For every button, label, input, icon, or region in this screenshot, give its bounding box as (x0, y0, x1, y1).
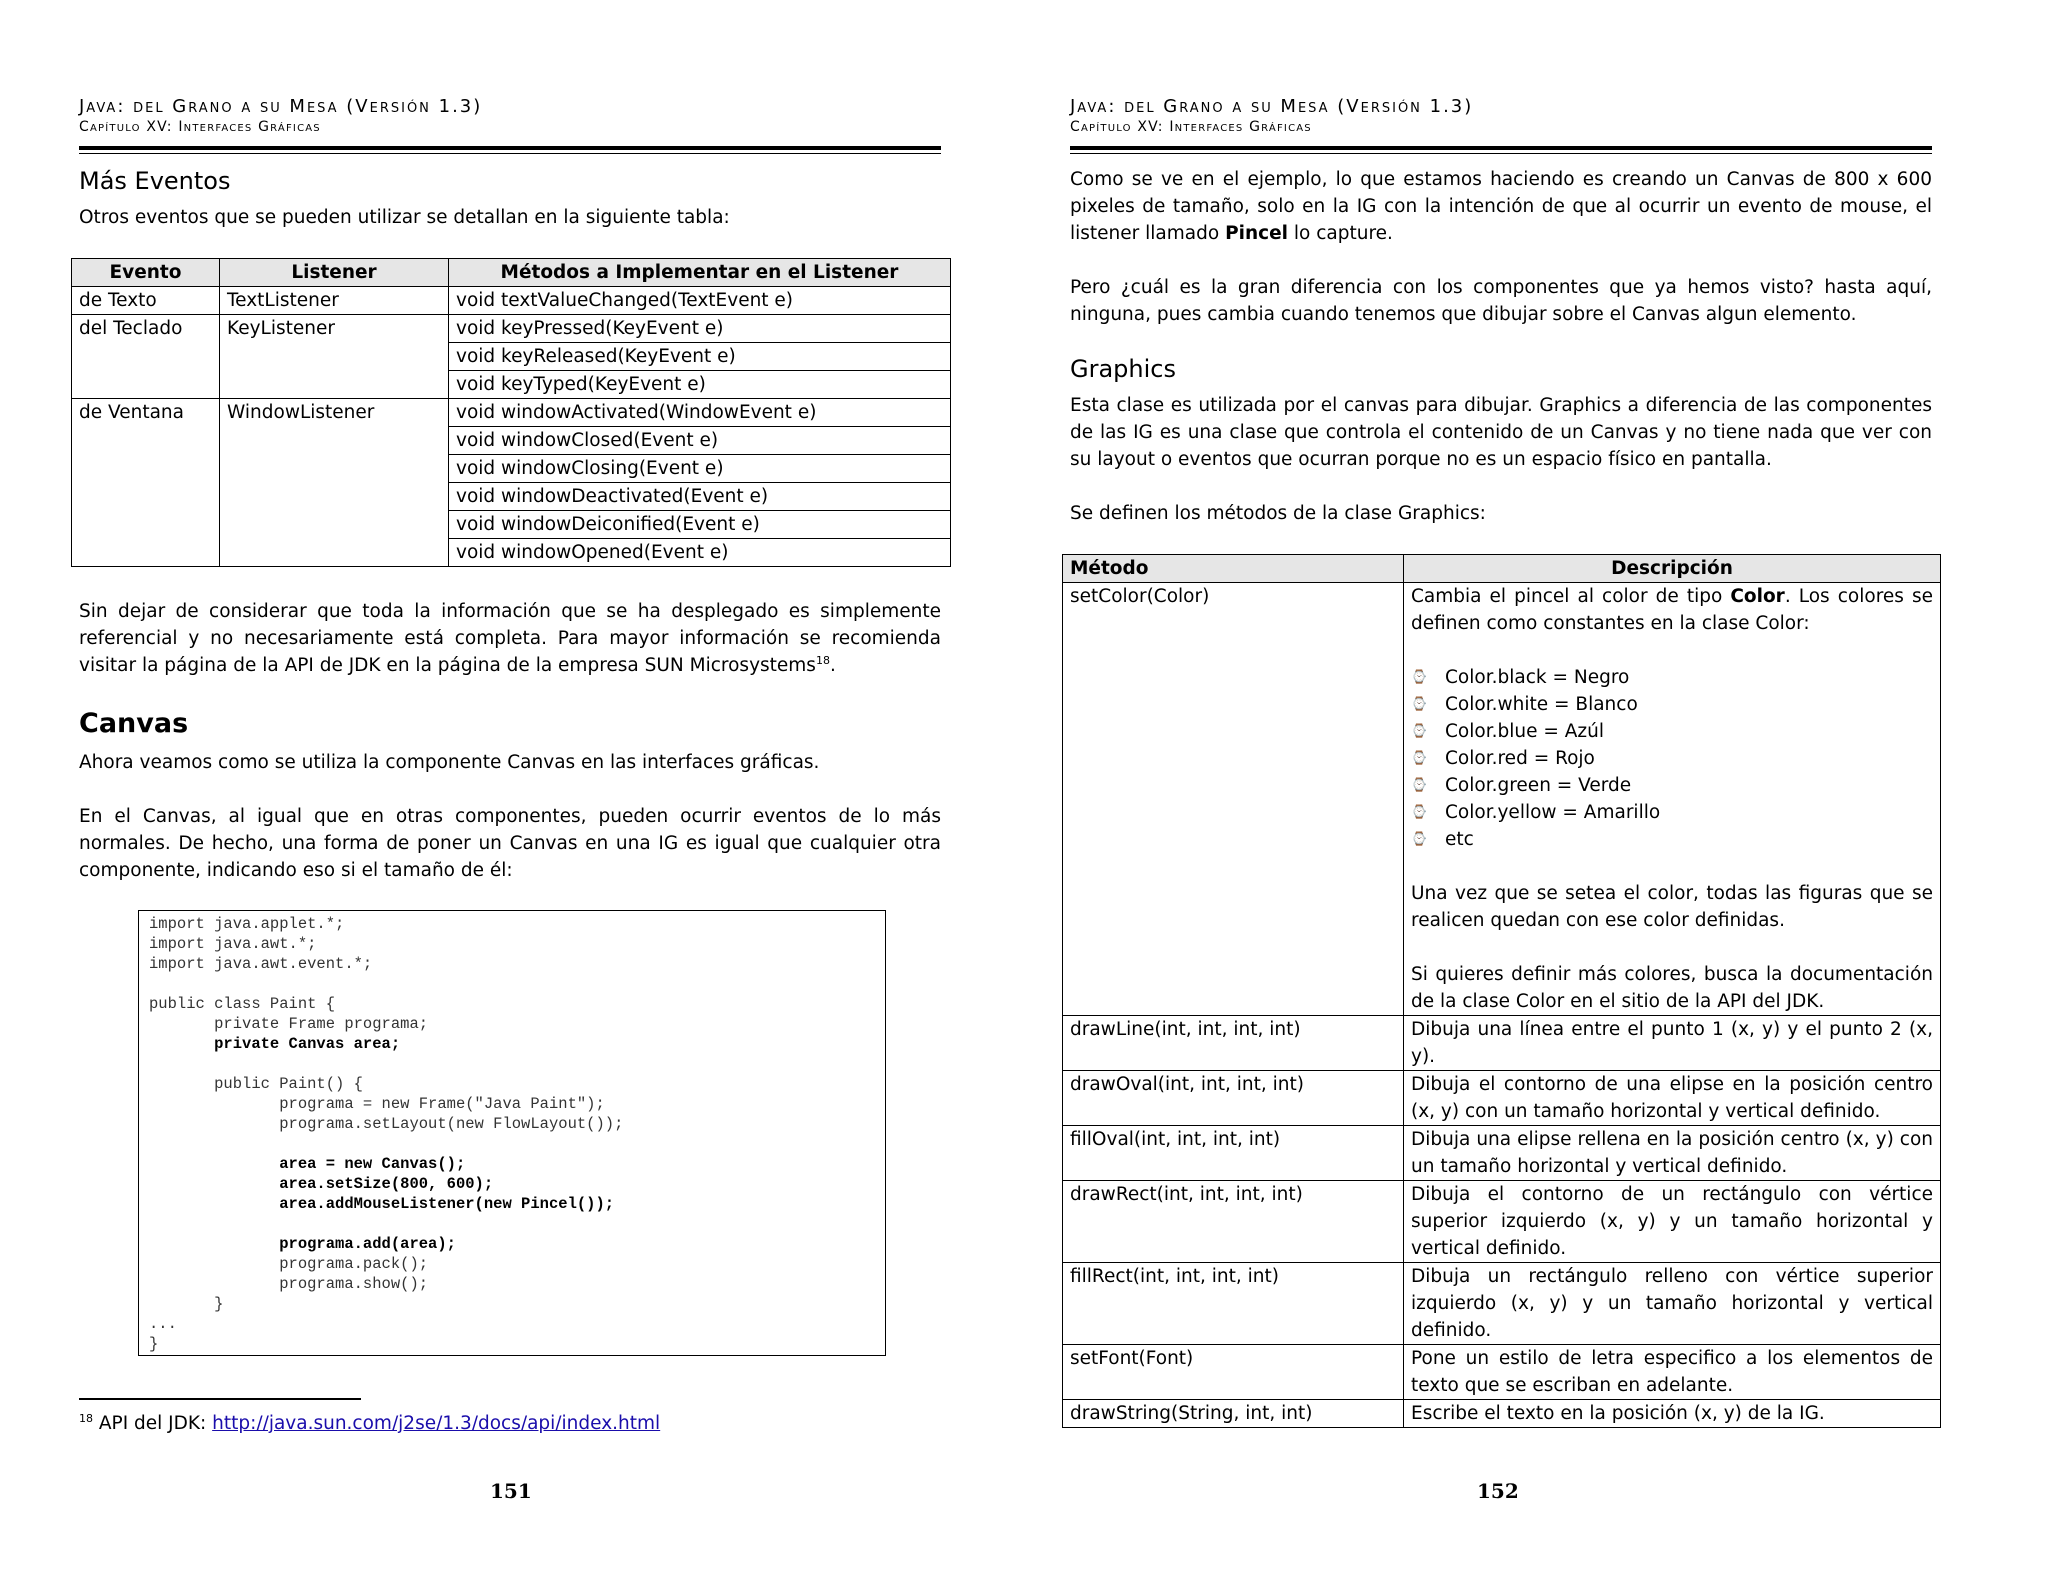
clock-icon: ⌚ (1411, 832, 1428, 847)
graphics-methods-intro: Se definen los métodos de la clase Graphics: (1070, 503, 1486, 524)
chapter-title: Capítulo XV: Interfaces Gráficas (79, 119, 321, 135)
color-constant: Color.white = Blanco (1445, 694, 1638, 715)
setcolor-desc-text: Cambia el pincel al color de tipo (1411, 586, 1731, 607)
method-name: setColor(Color) (1063, 583, 1404, 1016)
page-header (1070, 96, 1473, 136)
canvas-explanation (1070, 166, 1932, 247)
difference-paragraph: Pero ¿cuál es la gran diferencia con los componentes que ya hemos visto? hasta aquí, ninguna, pues cambia cuando tenemos que dibujar sobre el Canvas algun elemento. (1070, 277, 1932, 325)
header-metodos: Métodos a Implementar en el Listener (449, 259, 951, 287)
header-descripcion: Descripción (1404, 555, 1941, 583)
listener-method: void keyTyped(KeyEvent e) (449, 371, 951, 399)
listener-method: void textValueChanged(TextEvent e) (449, 287, 951, 315)
listener-method: void windowClosed(Event e) (449, 427, 951, 455)
listener-method: void windowClosing(Event e) (449, 455, 951, 483)
canvas-paragraph-2: En el Canvas, al igual que en otras componentes, pueden ocurrir eventos de lo más normales. De hecho, una forma de poner un Canvas en una IG es igual que cualquier otra componente, indicando eso si el tamaño de él: (79, 806, 941, 881)
table-header-row (1063, 555, 1941, 583)
method-name: setFont(Font) (1063, 1345, 1404, 1400)
method-name: fillRect(int, int, int, int) (1063, 1263, 1404, 1345)
right-page (1024, 0, 2048, 1582)
header-listener: Listener (220, 259, 449, 287)
listener-method: void keyReleased(KeyEvent e) (449, 343, 951, 371)
code-line: area = new Canvas(); (149, 1155, 466, 1173)
listener-method: void windowDeactivated(Event e) (449, 483, 951, 511)
code-line: programa.pack(); (149, 1255, 429, 1273)
method-description: Dibuja el contorno de un rectángulo con vértice superior izquierdo (x, y) y un tamaño horizontal y vertical definido. (1404, 1181, 1941, 1263)
method-description: Dibuja una línea entre el punto 1 (x, y) y el punto 2 (x, y). (1404, 1016, 1941, 1071)
chapter-title: Capítulo XV: Interfaces Gráficas (1070, 119, 1312, 135)
table-row (1063, 1263, 1941, 1345)
code-line: programa = new Frame("Java Paint"); (149, 1095, 605, 1113)
listener-name: TextListener (220, 287, 449, 315)
clock-icon: ⌚ (1411, 697, 1428, 712)
listener-method: void windowActivated(WindowEvent e) (449, 399, 951, 427)
color-bold: Color (1730, 586, 1785, 607)
code-block (138, 910, 886, 1356)
list-item (1411, 664, 1933, 691)
graphics-paragraph: Esta clase es utilizada por el canvas para dibujar. Graphics a diferencia de las componentes de las IG es una clase que controla el contenido de un Canvas y no tiene nada que ver con su layout o eventos que ocurran porque no es un espacio físico en pantalla. (1070, 395, 1932, 470)
header-metodo: Método (1063, 555, 1404, 583)
footnote-link[interactable]: http://java.sun.com/j2se/1.3/docs/api/index.html (212, 1413, 661, 1434)
listener-name: WindowListener (220, 399, 449, 567)
code-line: area.setSize(800, 600); (149, 1175, 494, 1193)
table-row (1063, 1016, 1941, 1071)
event-name: de Ventana (72, 399, 220, 567)
reference-note-end: . (829, 655, 836, 676)
clock-icon: ⌚ (1411, 670, 1428, 685)
color-constant: Color.green = Verde (1445, 775, 1632, 796)
header-rule-thin (1070, 153, 1932, 154)
table-row (1063, 1345, 1941, 1400)
section-heading-canvas: Canvas (79, 708, 189, 739)
method-description: Dibuja el contorno de una elipse en la posición centro (x, y) con un tamaño horizontal y vertical definido. (1404, 1071, 1941, 1126)
listener-method: void windowOpened(Event e) (449, 539, 951, 567)
header-evento: Evento (72, 259, 220, 287)
header-rule (1070, 146, 1932, 150)
events-table (71, 258, 951, 567)
code-line (149, 974, 875, 994)
table-row (1063, 1071, 1941, 1126)
canvas-explanation-text: Como se ve en el ejemplo, lo que estamos haciendo es creando un Canvas de 800 x 600 pixeles de tamaño, solo en la IG con la intención de que al ocurrir un evento de mouse, el listener llamado (1070, 169, 1932, 244)
clock-icon: ⌚ (1411, 805, 1428, 820)
code-line: import java.awt.event.*; (149, 955, 373, 973)
section-heading-graphics: Graphics (1070, 355, 1176, 383)
table-row (72, 315, 951, 343)
listener-name: KeyListener (220, 315, 449, 399)
method-name: drawLine(int, int, int, int) (1063, 1016, 1404, 1071)
color-constant: Color.blue = Azúl (1445, 721, 1604, 742)
method-name: drawString(String, int, int) (1063, 1400, 1404, 1428)
header-rule-thin (79, 153, 941, 154)
page-header (79, 96, 482, 136)
footnote-ref[interactable]: 18 (815, 653, 830, 667)
list-item (1411, 772, 1933, 799)
listener-method: void keyPressed(KeyEvent e) (449, 315, 951, 343)
code-line: private Frame programa; (149, 1015, 429, 1033)
code-line (149, 1214, 875, 1234)
canvas-paragraph-1: Ahora veamos como se utiliza la componente Canvas en las interfaces gráficas. (79, 752, 820, 773)
color-constant: Color.red = Rojo (1445, 748, 1595, 769)
intro-paragraph: Otros eventos que se pueden utilizar se detallan en la siguiente tabla: (79, 207, 730, 228)
setcolor-desc-end: . Los colores se definen como constantes en la clase Color: (1411, 586, 1933, 634)
clock-icon: ⌚ (1411, 724, 1428, 739)
code-line: public class Paint { (149, 995, 336, 1013)
code-line (149, 1054, 875, 1074)
page-number: 151 (490, 1479, 532, 1503)
table-row (1063, 583, 1941, 1016)
color-list (1411, 664, 1933, 853)
method-description: Pone un estilo de letra especifico a los elementos de texto que se escriban en adelante. (1404, 1345, 1941, 1400)
list-item (1411, 718, 1933, 745)
pincel-bold: Pincel (1225, 223, 1289, 244)
method-description: Dibuja una elipse rellena en la posición centro (x, y) con un tamaño horizontal y vertical definido. (1404, 1126, 1941, 1181)
color-constant: etc (1445, 829, 1474, 850)
book-title: Java: del Grano a su Mesa (Versión 1.3) (79, 96, 483, 117)
method-description (1404, 583, 1941, 1016)
footnote-number: 18 (79, 1411, 93, 1425)
table-header-row (72, 259, 951, 287)
code-line: ... (149, 1315, 177, 1333)
code-line: import java.applet.*; (149, 915, 345, 933)
footnote-rule (79, 1398, 361, 1400)
page-number: 152 (1477, 1479, 1519, 1503)
reference-note (79, 598, 941, 679)
reference-note-text: Sin dejar de considerar que toda la información que se ha desplegado es simplemente referencial y no necesariamente está completa. Para mayor información se recomienda visitar la página de la API de JDK en la página de la empresa SUN Microsystems (79, 601, 941, 676)
code-line: } (149, 1295, 224, 1313)
code-line (149, 1134, 875, 1154)
header-rule (79, 146, 941, 150)
list-item (1411, 691, 1933, 718)
event-name: del Teclado (72, 315, 220, 399)
code-line: programa.setLayout(new FlowLayout()); (149, 1115, 624, 1133)
footnote (79, 1412, 660, 1436)
list-item (1411, 799, 1933, 826)
listener-method: void windowDeiconified(Event e) (449, 511, 951, 539)
color-constant: Color.black = Negro (1445, 667, 1630, 688)
code-line: public Paint() { (149, 1075, 363, 1093)
footnote-label: API del JDK: (98, 1413, 213, 1434)
table-row (72, 287, 951, 315)
setcolor-desc-note: Una vez que se setea el color, todas las figuras que se realicen quedan con ese color definidas. (1411, 883, 1933, 931)
code-line: area.addMouseListener(new Pincel()); (149, 1195, 615, 1213)
event-name: de Texto (72, 287, 220, 315)
method-name: drawOval(int, int, int, int) (1063, 1071, 1404, 1126)
list-item (1411, 745, 1933, 772)
table-row (1063, 1126, 1941, 1181)
setcolor-desc-more: Si quieres definir más colores, busca la documentación de la clase Color en el sitio de la API del JDK. (1411, 964, 1933, 1012)
code-line: import java.awt.*; (149, 935, 317, 953)
clock-icon: ⌚ (1411, 778, 1428, 793)
method-name: drawRect(int, int, int, int) (1063, 1181, 1404, 1263)
code-line: programa.add(area); (149, 1235, 456, 1253)
code-line: programa.show(); (149, 1275, 429, 1293)
list-item (1411, 826, 1933, 853)
code-line: } (149, 1335, 159, 1353)
table-row (1063, 1400, 1941, 1428)
table-row (72, 399, 951, 427)
color-constant: Color.yellow = Amarillo (1445, 802, 1661, 823)
method-description: Escribe el texto en la posición (x, y) de la IG. (1404, 1400, 1941, 1428)
clock-icon: ⌚ (1411, 751, 1428, 766)
graphics-methods-table (1062, 554, 1941, 1428)
book-title: Java: del Grano a su Mesa (Versión 1.3) (1070, 96, 1474, 117)
method-description: Dibuja un rectángulo relleno con vértice superior izquierdo (x, y) y un tamaño horizontal y vertical definido. (1404, 1263, 1941, 1345)
method-name: fillOval(int, int, int, int) (1063, 1126, 1404, 1181)
code-line: private Canvas area; (149, 1035, 401, 1053)
table-row (1063, 1181, 1941, 1263)
canvas-explanation-end: lo capture. (1288, 223, 1393, 244)
section-heading-mas-eventos: Más Eventos (79, 167, 231, 195)
